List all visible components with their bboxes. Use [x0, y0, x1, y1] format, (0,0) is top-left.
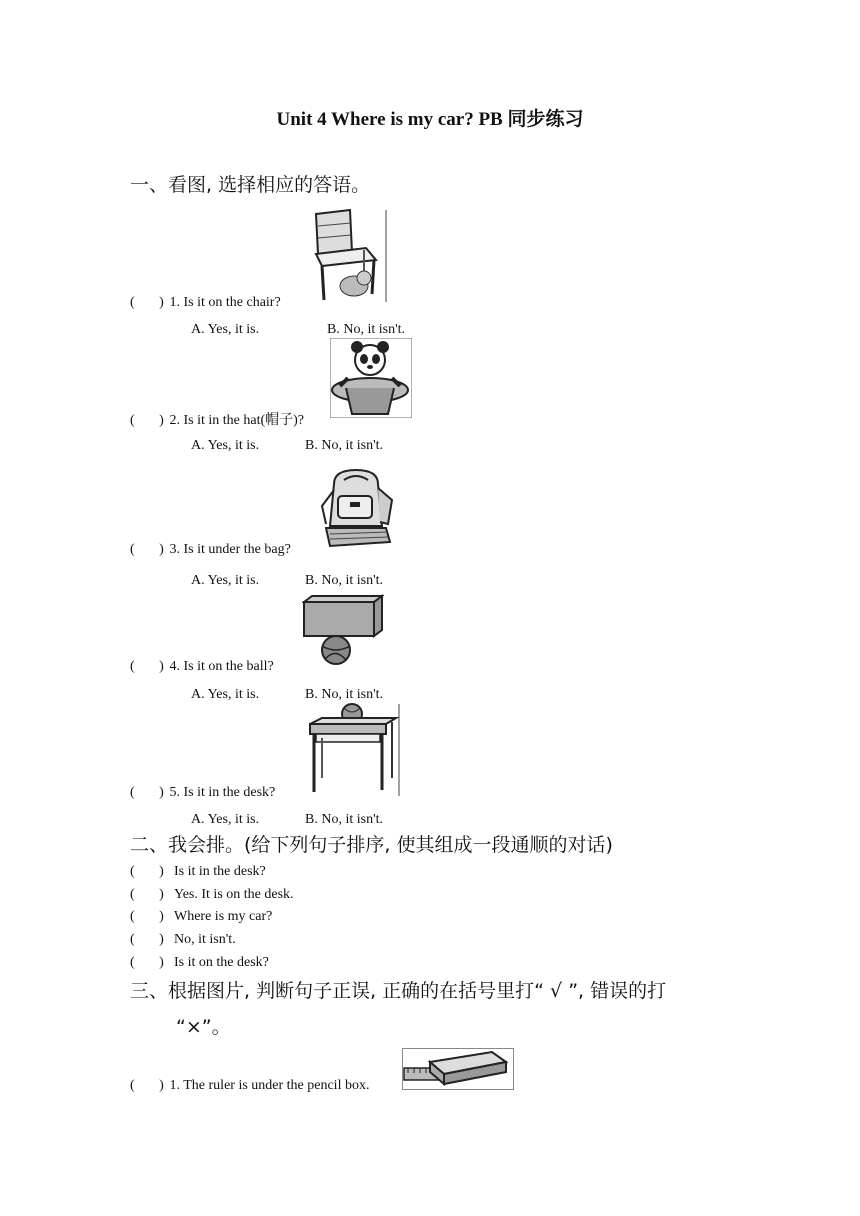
- answer-bracket[interactable]: ( ): [130, 295, 164, 310]
- question-1: [130, 295, 281, 311]
- answer-bracket[interactable]: ( ): [130, 413, 164, 428]
- question-text: 4. Is it on the ball?: [169, 659, 274, 674]
- list-item: [130, 909, 272, 925]
- question-2: [130, 409, 304, 429]
- option-a[interactable]: A. Yes, it is.: [191, 812, 260, 827]
- option-a[interactable]: A. Yes, it is.: [191, 438, 260, 453]
- pencil-box-and-ruler-icon: [402, 1048, 514, 1090]
- question-4: [130, 659, 274, 675]
- list-item: [130, 887, 294, 903]
- backpack-on-book-icon: [316, 466, 398, 550]
- sentence-text: Is it in the desk?: [174, 864, 266, 879]
- judge-question-1: [130, 1078, 369, 1094]
- sentence-text: Where is my car?: [174, 909, 273, 924]
- question-text: 2. Is it in the hat(帽子)?: [169, 413, 305, 428]
- section2-heading: 二、我会排。(给下列句子排序, 使其组成一段通顺的对话): [130, 834, 613, 856]
- question-text: 1. Is it on the chair?: [169, 295, 281, 310]
- question-3: [130, 542, 291, 558]
- option-b[interactable]: B. No, it isn't.: [305, 812, 383, 827]
- sentence-text: Yes. It is on the desk.: [174, 887, 294, 902]
- list-item: [130, 932, 236, 948]
- question-5: [130, 785, 275, 801]
- section3-heading-cont: “×”。: [176, 1016, 231, 1038]
- option-b[interactable]: B. No, it isn't.: [305, 438, 383, 453]
- answer-bracket[interactable]: ( ): [130, 887, 164, 902]
- box-over-ball-icon: [302, 594, 384, 666]
- answer-bracket[interactable]: ( ): [130, 542, 164, 557]
- list-item: [130, 955, 269, 971]
- answer-bracket[interactable]: ( ): [130, 864, 164, 879]
- section3-heading: 三、根据图片, 判断句子正误, 正确的在括号里打“ √ ”, 错误的打: [130, 980, 667, 1002]
- option-a[interactable]: A. Yes, it is.: [191, 573, 260, 588]
- page-title: Unit 4 Where is my car? PB 同步练习: [276, 109, 584, 130]
- panda-in-hat-icon: [330, 338, 412, 418]
- chair-with-cat-icon: [310, 208, 390, 304]
- option-a[interactable]: A. Yes, it is.: [191, 322, 260, 337]
- answer-bracket[interactable]: ( ): [130, 909, 164, 924]
- option-a[interactable]: A. Yes, it is.: [191, 687, 260, 702]
- list-item: [130, 864, 266, 880]
- question-text: 1. The ruler is under the pencil box.: [169, 1078, 370, 1093]
- sentence-text: No, it isn't.: [174, 932, 236, 947]
- answer-bracket[interactable]: ( ): [130, 955, 164, 970]
- answer-bracket[interactable]: ( ): [130, 659, 164, 674]
- ball-on-desk-icon: [304, 702, 402, 798]
- answer-bracket[interactable]: ( ): [130, 1078, 164, 1093]
- answer-bracket[interactable]: ( ): [130, 785, 164, 800]
- section1-heading: 一、看图, 选择相应的答语。: [130, 174, 371, 196]
- question-text: 3. Is it under the bag?: [169, 542, 291, 557]
- question-text: 5. Is it in the desk?: [169, 785, 276, 800]
- answer-bracket[interactable]: ( ): [130, 932, 164, 947]
- option-b[interactable]: B. No, it isn't.: [305, 573, 383, 588]
- sentence-text: Is it on the desk?: [174, 955, 269, 970]
- option-b[interactable]: B. No, it isn't.: [327, 322, 405, 337]
- option-b[interactable]: B. No, it isn't.: [305, 687, 383, 702]
